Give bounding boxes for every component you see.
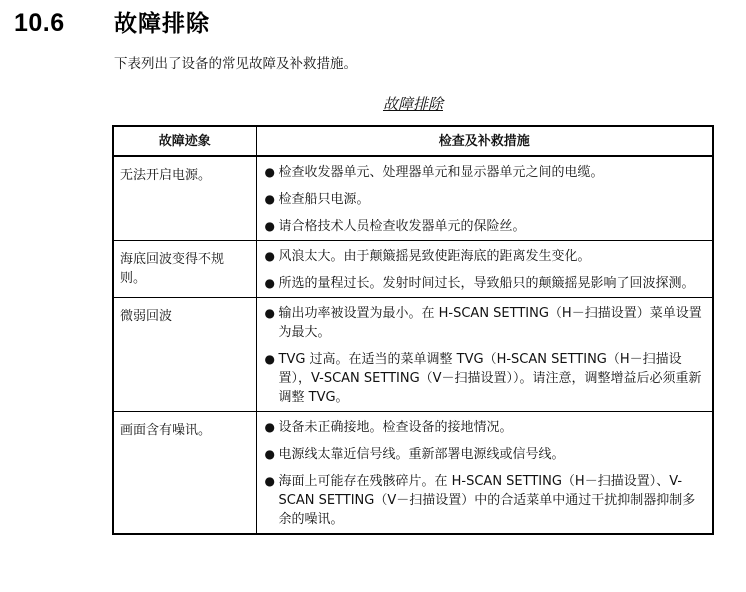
measures-cell xyxy=(256,241,713,298)
remedy-text: 检查收发器单元、处理器单元和显示器单元之间的电缆。 xyxy=(278,165,604,180)
bullet-icon: ● xyxy=(264,192,275,206)
remedy-item xyxy=(261,472,707,529)
symptom-cell: 画面含有噪讯。 xyxy=(113,412,256,535)
remedy-list xyxy=(261,304,707,407)
bullet-icon: ● xyxy=(264,306,275,320)
remedy-list xyxy=(261,163,707,236)
table-row xyxy=(113,241,713,298)
bullet-icon: ● xyxy=(264,249,275,263)
bullet-icon: ● xyxy=(264,474,275,488)
bullet-icon: ● xyxy=(264,165,275,179)
header-symptom: 故障迹象 xyxy=(113,126,256,156)
symptom-cell: 海底回波变得不规则。 xyxy=(113,241,256,298)
header-measures: 检查及补救措施 xyxy=(256,126,713,156)
measures-cell xyxy=(256,156,713,241)
table-header-row xyxy=(113,126,713,156)
remedy-list xyxy=(261,247,707,293)
section-header xyxy=(14,5,210,38)
intro-text: 下表列出了设备的常见故障及补救措施。 xyxy=(114,56,357,72)
table-caption: 故障排除 xyxy=(382,95,443,113)
remedy-item xyxy=(261,445,707,464)
table-row xyxy=(113,412,713,535)
remedy-text: 海面上可能存在残骸碎片。在 H-SCAN SETTING（H－扫描设置）、V-SCAN SETTING（V－扫描设置）中的合适菜单中通过干扰抑制器抑制多余的噪讯。 xyxy=(278,474,696,527)
remedy-item xyxy=(261,418,707,437)
symptom-cell: 无法开启电源。 xyxy=(113,156,256,241)
remedy-item xyxy=(261,274,707,293)
bullet-icon: ● xyxy=(264,420,275,434)
bullet-icon: ● xyxy=(264,219,275,233)
table-row xyxy=(113,156,713,241)
remedy-text: TVG 过高。在适当的菜单调整 TVG（H-SCAN SETTING（H－扫描设置），V-SCAN SETTING（V－扫描设置））。请注意，调整增益后必须重新调整 TVG。 xyxy=(278,352,702,405)
remedy-text: 请合格技术人员检查收发器单元的保险丝。 xyxy=(278,219,526,234)
table-row xyxy=(113,298,713,412)
remedy-list xyxy=(261,418,707,529)
bullet-icon: ● xyxy=(264,276,275,290)
remedy-text: 电源线太靠近信号线。重新部署电源线或信号线。 xyxy=(278,447,565,462)
remedy-item xyxy=(261,163,707,182)
bullet-icon: ● xyxy=(264,352,275,366)
section-number: 10.6 xyxy=(14,9,65,37)
measures-cell xyxy=(256,412,713,535)
remedy-text: 所选的量程过长。发射时间过长，导致船只的颠簸摇晃影响了回波探测。 xyxy=(278,276,695,291)
remedy-text: 检查船只电源。 xyxy=(278,192,370,207)
remedy-item xyxy=(261,350,707,407)
troubleshooting-table xyxy=(112,125,714,535)
remedy-item xyxy=(261,247,707,266)
section-title: 故障排除 xyxy=(114,11,210,37)
symptom-cell: 微弱回波 xyxy=(113,298,256,412)
remedy-item xyxy=(261,304,707,342)
remedy-text: 设备未正确接地。检查设备的接地情况。 xyxy=(278,420,513,435)
bullet-icon: ● xyxy=(264,447,275,461)
remedy-item xyxy=(261,217,707,236)
measures-cell xyxy=(256,298,713,412)
remedy-text: 风浪太大。由于颠簸摇晃致使距海底的距离发生变化。 xyxy=(278,249,591,264)
remedy-item xyxy=(261,190,707,209)
remedy-text: 输出功率被设置为最小。在 H-SCAN SETTING（H－扫描设置）菜单设置为最大。 xyxy=(278,306,702,340)
